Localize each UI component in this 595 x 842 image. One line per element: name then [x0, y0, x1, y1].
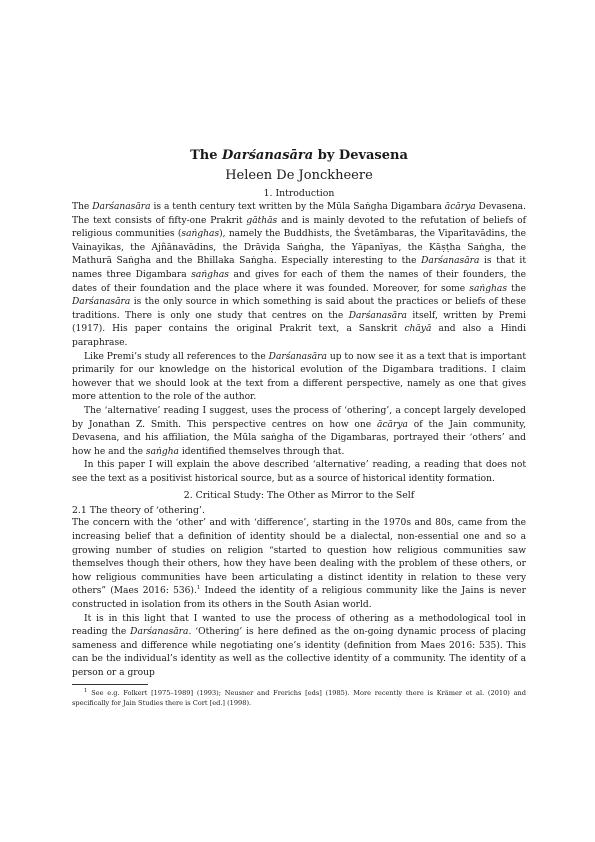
- footnote-marker: 1: [196, 585, 201, 592]
- text-run: is the only source in which something is said about the practices or beliefs of these traditions. There is only one study that centres on the: [72, 297, 526, 321]
- footnote-marker: 1: [84, 687, 88, 694]
- italic-term: ācārya: [377, 419, 408, 430]
- paper-title: [72, 148, 526, 164]
- section-heading-critical-study: 2. Critical Study: The Other as Mirror to the Self: [183, 490, 415, 502]
- paragraph-intro-1: [72, 201, 526, 351]
- text-run: Devasena. The text consists of fifty-one Prakrit: [72, 202, 526, 226]
- italic-term: Darśanasāra: [72, 297, 131, 308]
- italic-term: ācārya: [444, 202, 476, 212]
- title-prefix: The: [190, 148, 223, 163]
- title-suffix: by Devasena: [313, 148, 408, 163]
- italic-term: gāthās: [246, 215, 278, 226]
- text-run: and also a Hindi paraphrase.: [72, 324, 526, 348]
- subsection-heading-othering: 2.1 The theory of ‘othering’.: [72, 505, 205, 517]
- text-run: In this paper I will explain the above described ‘alternative’ reading, a reading that does not see the text as a positivist historical source, but as a source of historical identity formation.: [72, 460, 526, 484]
- paper-page: [72, 148, 526, 709]
- text-run: The concern with the ‘other’ and with ‘difference’, starting in the 1970s and 80s, came from the increasing belief that a definition of identity should be a dialectal, non-essential one and so a growing number of studies on religion “started to question how religious communities saw themselves though their others, how they have been dealing with the problem of these others, or how religious communities have been articulating a distinct identity in relation to these very others” (Maes 2016: 536).: [72, 518, 526, 597]
- text-run: It is in this light that I wanted to use the process of othering as a methodological tool in reading the: [72, 613, 526, 638]
- italic-term: Darśanasāra: [268, 351, 327, 362]
- italic-term: Darśanasāra: [421, 256, 480, 267]
- footnote-1: [72, 688, 526, 709]
- text-run: ), namely the Buddhists, the Śvetāmbaras, the Viparītavādins, the Vainayikas, the Ajñānavādins, the Drāviḍa Saṅgha, the Yāpanīyas, the Kāṣṭha Saṅgha, the Mathurā Saṅgha and the Bhillaka Saṅgha. Especially interesting to the: [72, 229, 526, 267]
- paragraph-othering-1: [72, 517, 526, 612]
- title-italic: Darśanasāra: [222, 148, 314, 163]
- text-run: and gives for each of them the names of their founders, the dates of their foundation and the place where it was founded. Moreover, for some: [72, 269, 526, 294]
- text-run: up to now see it as a text that is important primarily for our knowledge on the historical evolution of the Digambara traditions. I claim however that we should look at the text from a different perspective, namely as one that gives more attention to the role of the author.: [72, 351, 526, 403]
- italic-term: saṅghas: [191, 269, 229, 280]
- paragraph-othering-2: [72, 613, 526, 681]
- paragraph-intro-3: [72, 405, 526, 459]
- italic-term: Darśanasāra: [348, 310, 407, 321]
- italic-term: chāyā: [404, 324, 432, 335]
- text-run: Like Premi’s study all references to the: [84, 351, 269, 362]
- paragraph-intro-2: [72, 351, 526, 405]
- text-run: and is mainly devoted to the refutation of beliefs of religious communities (: [72, 215, 526, 240]
- text-run: is a tenth century text written by the Mūla Saṅgha Digambara: [150, 202, 445, 212]
- text-run: the: [507, 283, 526, 294]
- text-run: Indeed the identity of a religious community like the Jains is never constructed in isolation from its others in the South Asian world.: [72, 586, 526, 611]
- author-name: Heleen De Jonckheere: [225, 168, 373, 183]
- text-run: of the Jain community, Devasena, and his affiliation, the Mūla saṅgha of the Digambaras, portrayed their ‘others’ and how he and the: [72, 419, 526, 457]
- italic-term: Darśanasāra: [130, 627, 189, 638]
- italic-term: saṅgha: [145, 446, 179, 457]
- footnote-separator: [72, 684, 148, 685]
- text-run: . ‘Othering’ is here defined as the on-going dynamic process of placing sameness and difference while negotiating one’s identity (definition from Maes 2016: 535). This can be the individual’s identity as well as the collective identity of a community. The identity of a person or a group: [72, 627, 526, 678]
- italic-term: saṅghas: [469, 283, 507, 294]
- text-run: See e.g. Folkert [1975–1989] (1993); Neusner and Frerichs [eds] (1985). More recently there is Krämer et al. (2010) and specifically for Jain Studies there is Cort [ed.] (1998).: [72, 688, 526, 708]
- italic-term: saṅghas: [181, 229, 220, 240]
- text-run: identified themselves through that.: [178, 446, 345, 457]
- text-run: The: [72, 202, 93, 212]
- paragraph-intro-4: [72, 459, 526, 486]
- text-run: The ‘alternative’ reading I suggest, uses the process of ‘othering’, a concept largely developed by Jonathan Z. Smith. This perspective centres on how one: [72, 405, 526, 430]
- section-heading-introduction: 1. Introduction: [263, 188, 335, 199]
- text-run: itself, written by Premi (1917). His paper contains the original Prakrit text, a Sanskrit: [72, 310, 526, 335]
- italic-term: Darśanasāra: [92, 202, 151, 212]
- text-run: is that it names three Digambara: [72, 256, 526, 280]
